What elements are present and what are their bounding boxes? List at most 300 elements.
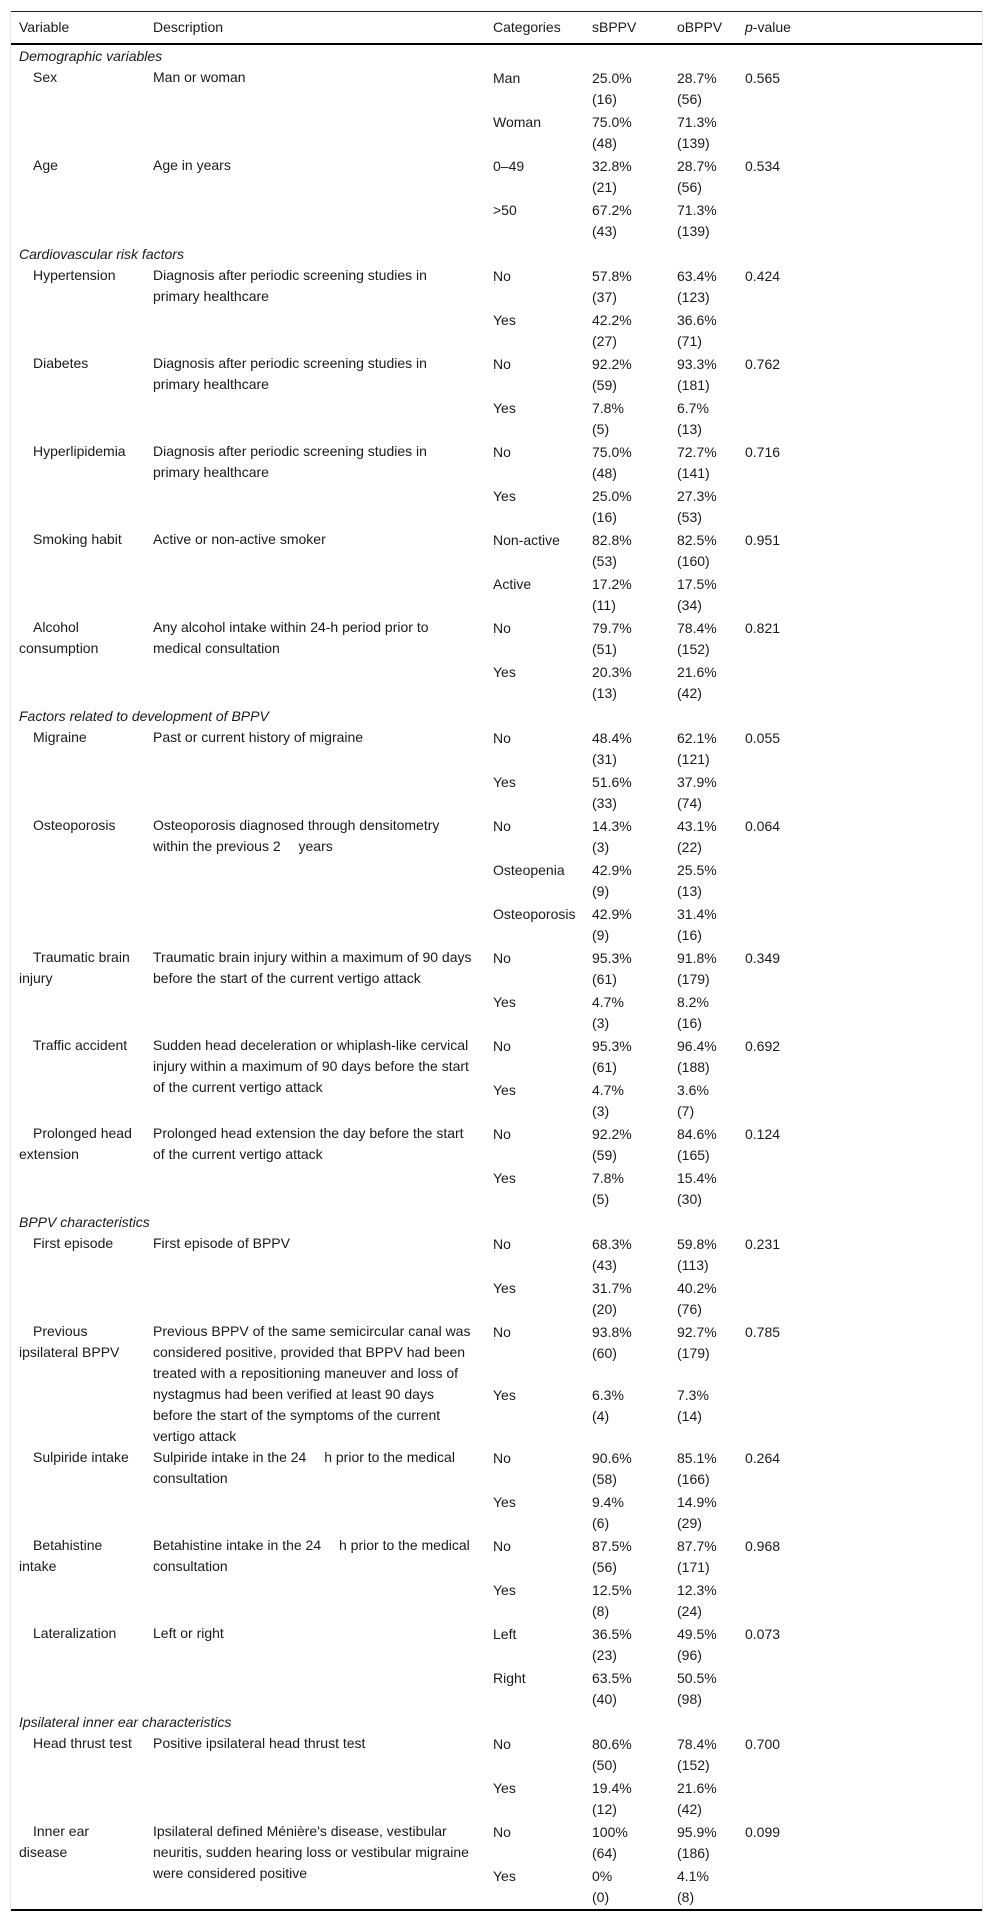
sbppv-count: (21) bbox=[592, 179, 617, 195]
sbppv-count: (59) bbox=[592, 377, 617, 393]
section-row bbox=[11, 1711, 982, 1733]
category-cell: No bbox=[493, 444, 511, 460]
category-cell: Non-active bbox=[493, 532, 560, 548]
p-value-cell: 0.716 bbox=[745, 444, 781, 460]
section-row bbox=[11, 243, 982, 265]
obppv-count: (179) bbox=[677, 1345, 710, 1361]
obppv-cell bbox=[669, 397, 737, 441]
header-p-suffix: -value bbox=[752, 19, 791, 35]
variable-description: Traumatic brain injury within a maximum of 90 days before the start of the current vertigo attack bbox=[153, 949, 472, 986]
sbppv-cell bbox=[584, 573, 669, 617]
category-cell: No bbox=[493, 1450, 511, 1466]
obppv-cell bbox=[669, 529, 737, 573]
sbppv-cell bbox=[584, 947, 669, 991]
category-cell: Yes bbox=[493, 1170, 516, 1186]
sbppv-count: (6) bbox=[592, 1515, 610, 1531]
obppv-count: (152) bbox=[677, 641, 710, 657]
variable-description: Ipsilateral defined Ménière's disease, vestibular neuritis, sudden hearing loss or vestibular migraine were considered positive bbox=[153, 1823, 469, 1881]
sbppv-cell bbox=[584, 1167, 669, 1211]
variable-name: Traffic accident bbox=[33, 1037, 128, 1053]
sbppv-cell bbox=[584, 265, 669, 309]
sbppv-cell bbox=[584, 1535, 669, 1579]
obppv-percent: 31.4% bbox=[677, 906, 717, 922]
sbppv-percent: 100% bbox=[592, 1824, 628, 1840]
sbppv-percent: 4.7% bbox=[592, 1082, 624, 1098]
category-cell: No bbox=[493, 1824, 511, 1840]
obppv-count: (42) bbox=[677, 685, 702, 701]
sbppv-count: (5) bbox=[592, 421, 610, 437]
sbppv-cell bbox=[584, 1579, 669, 1623]
sbppv-cell bbox=[584, 353, 669, 397]
obppv-percent: 96.4% bbox=[677, 1038, 717, 1054]
table-row bbox=[11, 1123, 982, 1167]
table-row bbox=[11, 947, 982, 991]
header-p-value bbox=[737, 12, 982, 45]
obppv-count: (152) bbox=[677, 1757, 710, 1773]
obppv-cell bbox=[669, 1535, 737, 1579]
table-row bbox=[11, 617, 982, 661]
category-cell: Yes bbox=[493, 664, 516, 680]
obppv-percent: 85.1% bbox=[677, 1450, 717, 1466]
obppv-cell bbox=[669, 67, 737, 111]
obppv-count: (13) bbox=[677, 883, 702, 899]
sbppv-percent: 25.0% bbox=[592, 70, 632, 86]
obppv-cell bbox=[669, 1233, 737, 1277]
variable-description: Diagnosis after periodic screening studies in primary healthcare bbox=[153, 267, 427, 304]
p-value-cell: 0.968 bbox=[745, 1538, 781, 1554]
table-row bbox=[11, 815, 982, 859]
sbppv-cell bbox=[584, 1123, 669, 1167]
category-cell: Yes bbox=[493, 488, 516, 504]
obppv-percent: 6.7% bbox=[677, 400, 709, 416]
variable-description: Diagnosis after periodic screening studies in primary healthcare bbox=[153, 443, 427, 480]
category-cell: No bbox=[493, 1538, 511, 1554]
sbppv-percent: 42.9% bbox=[592, 906, 632, 922]
table-row bbox=[11, 529, 982, 573]
variable-name: Migraine bbox=[33, 729, 87, 745]
sbppv-count: (9) bbox=[592, 927, 610, 943]
sbppv-count: (64) bbox=[592, 1845, 617, 1861]
sbppv-count: (33) bbox=[592, 795, 617, 811]
p-value-cell: 0.073 bbox=[745, 1626, 781, 1642]
variable-name: Sulpiride intake bbox=[33, 1449, 129, 1465]
section-row bbox=[11, 705, 982, 727]
section-row bbox=[11, 1211, 982, 1233]
variable-name: Hypertension bbox=[33, 267, 116, 283]
obppv-count: (96) bbox=[677, 1647, 702, 1663]
section-title: Demographic variables bbox=[19, 48, 163, 64]
sbppv-cell bbox=[584, 1233, 669, 1277]
sbppv-percent: 92.2% bbox=[592, 1126, 632, 1142]
obppv-cell bbox=[669, 661, 737, 705]
sbppv-count: (3) bbox=[592, 1015, 610, 1031]
table-row bbox=[11, 1623, 982, 1667]
sbppv-cell bbox=[584, 1865, 669, 1910]
sbppv-percent: 95.3% bbox=[592, 950, 632, 966]
category-cell: Yes bbox=[493, 1082, 516, 1098]
sbppv-count: (12) bbox=[592, 1801, 617, 1817]
data-table-container bbox=[10, 11, 983, 1911]
category-cell: No bbox=[493, 268, 511, 284]
category-cell: Right bbox=[493, 1670, 526, 1686]
sbppv-count: (56) bbox=[592, 1559, 617, 1575]
p-value-cell: 0.424 bbox=[745, 268, 781, 284]
obppv-count: (30) bbox=[677, 1191, 702, 1207]
obppv-cell bbox=[669, 815, 737, 859]
variable-name: Head thrust test bbox=[33, 1735, 132, 1751]
sbppv-percent: 75.0% bbox=[592, 114, 632, 130]
obppv-cell bbox=[669, 859, 737, 903]
obppv-count: (160) bbox=[677, 553, 710, 569]
obppv-cell bbox=[669, 1384, 737, 1447]
category-cell: Active bbox=[493, 576, 532, 592]
variable-name: Age bbox=[33, 157, 58, 173]
obppv-percent: 21.6% bbox=[677, 1780, 717, 1796]
category-cell: Yes bbox=[493, 1494, 516, 1510]
sbppv-cell bbox=[584, 441, 669, 485]
obppv-count: (16) bbox=[677, 1015, 702, 1031]
sbppv-cell bbox=[584, 1733, 669, 1777]
category-cell: Yes bbox=[493, 774, 516, 790]
sbppv-count: (8) bbox=[592, 1603, 610, 1619]
category-cell: No bbox=[493, 356, 511, 372]
obppv-cell bbox=[669, 1035, 737, 1079]
table-row bbox=[11, 353, 982, 397]
obppv-percent: 12.3% bbox=[677, 1582, 717, 1598]
obppv-cell bbox=[669, 111, 737, 155]
category-cell: No bbox=[493, 1126, 511, 1142]
obppv-cell bbox=[669, 617, 737, 661]
obppv-percent: 71.3% bbox=[677, 114, 717, 130]
variable-description: Any alcohol intake within 24-h period prior to medical consultation bbox=[153, 619, 429, 656]
table-row bbox=[11, 1821, 982, 1865]
obppv-percent: 43.1% bbox=[677, 818, 717, 834]
variable-name: First episode bbox=[33, 1235, 114, 1251]
obppv-count: (139) bbox=[677, 223, 710, 239]
obppv-cell bbox=[669, 1777, 737, 1821]
obppv-cell bbox=[669, 1123, 737, 1167]
obppv-cell bbox=[669, 155, 737, 199]
obppv-count: (123) bbox=[677, 289, 710, 305]
obppv-count: (113) bbox=[677, 1257, 709, 1273]
p-value-cell: 0.762 bbox=[745, 356, 781, 372]
sbppv-cell bbox=[584, 815, 669, 859]
category-cell: Man bbox=[493, 70, 521, 86]
table-row bbox=[11, 1447, 982, 1491]
variable-description: Sulpiride intake in the 24 h prior to the medical consultation bbox=[153, 1449, 455, 1486]
p-value-cell: 0.124 bbox=[745, 1126, 781, 1142]
section-row bbox=[11, 44, 982, 67]
obppv-percent: 4.1% bbox=[677, 1868, 709, 1884]
obppv-count: (71) bbox=[677, 333, 702, 349]
sbppv-percent: 48.4% bbox=[592, 730, 632, 746]
obppv-percent: 27.3% bbox=[677, 488, 717, 504]
sbppv-percent: 67.2% bbox=[592, 202, 632, 218]
obppv-percent: 17.5% bbox=[677, 576, 717, 592]
obppv-count: (166) bbox=[677, 1471, 710, 1487]
obppv-cell bbox=[669, 1167, 737, 1211]
p-value-cell: 0.785 bbox=[745, 1324, 781, 1340]
sbppv-count: (5) bbox=[592, 1191, 610, 1207]
obppv-percent: 21.6% bbox=[677, 664, 717, 680]
table-row bbox=[11, 67, 982, 111]
obppv-percent: 25.5% bbox=[677, 862, 717, 878]
header-description: Description bbox=[153, 19, 224, 35]
obppv-percent: 92.7% bbox=[677, 1324, 717, 1340]
sbppv-percent: 9.4% bbox=[592, 1494, 624, 1510]
table-row bbox=[11, 1233, 982, 1277]
variable-description: Active or non-active smoker bbox=[153, 531, 326, 547]
table-row bbox=[11, 1535, 982, 1579]
variable-description: Sudden head deceleration or whiplash-like cervical injury within a maximum of 90 days before the start of the current vertigo attack bbox=[153, 1037, 469, 1095]
sbppv-count: (58) bbox=[592, 1471, 617, 1487]
p-value-cell: 0.565 bbox=[745, 70, 781, 86]
header-categories: Categories bbox=[493, 19, 561, 35]
p-value-cell: 0.264 bbox=[745, 1450, 781, 1466]
category-cell: No bbox=[493, 730, 511, 746]
obppv-cell bbox=[669, 727, 737, 771]
sbppv-percent: 32.8% bbox=[592, 158, 632, 174]
table-row bbox=[11, 441, 982, 485]
obppv-count: (76) bbox=[677, 1301, 702, 1317]
sbppv-percent: 6.3% bbox=[592, 1387, 624, 1403]
sbppv-percent: 79.7% bbox=[592, 620, 632, 636]
sbppv-cell bbox=[584, 111, 669, 155]
obppv-cell bbox=[669, 573, 737, 617]
obppv-percent: 28.7% bbox=[677, 70, 717, 86]
p-value-cell: 0.951 bbox=[745, 532, 781, 548]
sbppv-percent: 14.3% bbox=[592, 818, 632, 834]
variable-name: Lateralization bbox=[33, 1625, 117, 1641]
category-cell: No bbox=[493, 1236, 511, 1252]
obppv-percent: 50.5% bbox=[677, 1670, 717, 1686]
header-sbppv: sBPPV bbox=[592, 19, 637, 35]
category-cell: No bbox=[493, 1038, 511, 1054]
sbppv-percent: 7.8% bbox=[592, 400, 624, 416]
sbppv-count: (43) bbox=[592, 223, 617, 239]
sbppv-cell bbox=[584, 397, 669, 441]
obppv-percent: 28.7% bbox=[677, 158, 717, 174]
variable-name: Sex bbox=[33, 69, 58, 85]
table-row bbox=[11, 265, 982, 309]
sbppv-count: (53) bbox=[592, 553, 617, 569]
obppv-percent: 40.2% bbox=[677, 1280, 717, 1296]
header-row bbox=[11, 12, 982, 45]
category-cell: Osteopenia bbox=[493, 862, 565, 878]
obppv-count: (181) bbox=[677, 377, 710, 393]
sbppv-count: (48) bbox=[592, 135, 617, 151]
obppv-percent: 3.6% bbox=[677, 1082, 709, 1098]
obppv-cell bbox=[669, 1447, 737, 1491]
variable-description: Prolonged head extension the day before the start of the current vertigo attack bbox=[153, 1125, 464, 1162]
sbppv-cell bbox=[584, 155, 669, 199]
obppv-percent: 78.4% bbox=[677, 1736, 717, 1752]
sbppv-cell bbox=[584, 1821, 669, 1865]
obppv-percent: 36.6% bbox=[677, 312, 717, 328]
table-row bbox=[11, 155, 982, 199]
category-cell: No bbox=[493, 950, 511, 966]
sbppv-percent: 42.9% bbox=[592, 862, 632, 878]
p-value-cell: 0.821 bbox=[745, 620, 781, 636]
variable-name: Betahistine intake bbox=[19, 1537, 103, 1574]
table-body bbox=[11, 44, 982, 1910]
sbppv-count: (3) bbox=[592, 839, 610, 855]
obppv-cell bbox=[669, 441, 737, 485]
sbppv-cell bbox=[584, 859, 669, 903]
p-value-cell: 0.055 bbox=[745, 730, 781, 746]
obppv-count: (29) bbox=[677, 1515, 702, 1531]
variable-description: Osteoporosis diagnosed through densitometry within the previous 2 years bbox=[153, 817, 440, 854]
sbppv-percent: 0% bbox=[592, 1868, 613, 1884]
obppv-percent: 37.9% bbox=[677, 774, 717, 790]
obppv-percent: 7.3% bbox=[677, 1387, 709, 1403]
sbppv-cell bbox=[584, 1035, 669, 1079]
sbppv-count: (40) bbox=[592, 1691, 617, 1707]
sbppv-cell bbox=[584, 991, 669, 1035]
sbppv-percent: 42.2% bbox=[592, 312, 632, 328]
obppv-percent: 59.8% bbox=[677, 1236, 717, 1252]
sbppv-percent: 92.2% bbox=[592, 356, 632, 372]
sbppv-count: (50) bbox=[592, 1757, 617, 1773]
obppv-count: (121) bbox=[677, 751, 710, 767]
sbppv-percent: 80.6% bbox=[592, 1736, 632, 1752]
p-value-cell: 0.099 bbox=[745, 1824, 781, 1840]
obppv-percent: 62.1% bbox=[677, 730, 717, 746]
obppv-cell bbox=[669, 485, 737, 529]
obppv-count: (22) bbox=[677, 839, 702, 855]
sbppv-percent: 93.8% bbox=[592, 1324, 632, 1340]
p-value-cell: 0.231 bbox=[745, 1236, 781, 1252]
obppv-percent: 93.3% bbox=[677, 356, 717, 372]
category-cell: No bbox=[493, 620, 511, 636]
p-value-cell: 0.534 bbox=[745, 158, 781, 174]
sbppv-percent: 4.7% bbox=[592, 994, 624, 1010]
variable-description: First episode of BPPV bbox=[153, 1235, 290, 1251]
obppv-percent: 82.5% bbox=[677, 532, 717, 548]
variable-description: Age in years bbox=[153, 157, 231, 173]
obppv-count: (8) bbox=[677, 1889, 695, 1905]
obppv-cell bbox=[669, 991, 737, 1035]
variable-description: Diagnosis after periodic screening studies in primary healthcare bbox=[153, 355, 427, 392]
sbppv-cell bbox=[584, 617, 669, 661]
sbppv-count: (61) bbox=[592, 971, 617, 987]
sbppv-count: (27) bbox=[592, 333, 617, 349]
sbppv-count: (16) bbox=[592, 509, 617, 525]
obppv-count: (98) bbox=[677, 1691, 702, 1707]
obppv-cell bbox=[669, 1623, 737, 1667]
table-row bbox=[11, 727, 982, 771]
sbppv-cell bbox=[584, 1491, 669, 1535]
obppv-percent: 72.7% bbox=[677, 444, 717, 460]
variable-name: Alcohol consumption bbox=[19, 619, 99, 656]
header-obppv: oBPPV bbox=[677, 19, 723, 35]
category-cell: No bbox=[493, 818, 511, 834]
sbppv-percent: 57.8% bbox=[592, 268, 632, 284]
obppv-count: (171) bbox=[677, 1559, 710, 1575]
obppv-count: (165) bbox=[677, 1147, 710, 1163]
sbppv-cell bbox=[584, 529, 669, 573]
sbppv-cell bbox=[584, 661, 669, 705]
obppv-cell bbox=[669, 309, 737, 353]
obppv-percent: 63.4% bbox=[677, 268, 717, 284]
obppv-count: (13) bbox=[677, 421, 702, 437]
obppv-cell bbox=[669, 1733, 737, 1777]
obppv-cell bbox=[669, 265, 737, 309]
table-row bbox=[11, 1321, 982, 1384]
obppv-cell bbox=[669, 1821, 737, 1865]
variable-name: Diabetes bbox=[33, 355, 89, 371]
sbppv-percent: 19.4% bbox=[592, 1780, 632, 1796]
obppv-percent: 71.3% bbox=[677, 202, 717, 218]
obppv-percent: 95.9% bbox=[677, 1824, 717, 1840]
variable-name: Hyperlipidemia bbox=[33, 443, 126, 459]
category-cell: No bbox=[493, 1324, 511, 1340]
sbppv-percent: 51.6% bbox=[592, 774, 632, 790]
sbppv-cell bbox=[584, 1667, 669, 1711]
sbppv-percent: 90.6% bbox=[592, 1450, 632, 1466]
p-value-cell: 0.349 bbox=[745, 950, 781, 966]
sbppv-percent: 68.3% bbox=[592, 1236, 632, 1252]
obppv-cell bbox=[669, 903, 737, 947]
p-value-cell: 0.700 bbox=[745, 1736, 781, 1752]
variable-name: Inner ear disease bbox=[19, 1823, 90, 1860]
category-cell: Yes bbox=[493, 1280, 516, 1296]
category-cell: Yes bbox=[493, 994, 516, 1010]
sbppv-percent: 12.5% bbox=[592, 1582, 632, 1598]
obppv-cell bbox=[669, 1491, 737, 1535]
variable-description: Previous BPPV of the same semicircular canal was considered positive, provided that BPPV had been treated with a repositioning maneuver and loss of nystagmus had been verified at least 90 days before the start of the symptoms of the current vertigo attack bbox=[153, 1323, 471, 1444]
obppv-percent: 78.4% bbox=[677, 620, 717, 636]
category-cell: Yes bbox=[493, 1387, 516, 1403]
sbppv-count: (4) bbox=[592, 1408, 610, 1424]
sbppv-percent: 95.3% bbox=[592, 1038, 632, 1054]
obppv-count: (24) bbox=[677, 1603, 702, 1619]
category-cell: Yes bbox=[493, 1582, 516, 1598]
sbppv-percent: 20.3% bbox=[592, 664, 632, 680]
section-title: Ipsilateral inner ear characteristics bbox=[19, 1714, 232, 1730]
sbppv-count: (0) bbox=[592, 1889, 610, 1905]
sbppv-cell bbox=[584, 199, 669, 243]
header-variable: Variable bbox=[19, 19, 70, 35]
sbppv-count: (31) bbox=[592, 751, 617, 767]
obppv-count: (14) bbox=[677, 1408, 702, 1424]
obppv-cell bbox=[669, 771, 737, 815]
sbppv-percent: 17.2% bbox=[592, 576, 632, 592]
obppv-percent: 8.2% bbox=[677, 994, 709, 1010]
sbppv-cell bbox=[584, 1623, 669, 1667]
obppv-cell bbox=[669, 1667, 737, 1711]
category-cell: Osteoporosis bbox=[493, 906, 576, 922]
variable-description: Man or woman bbox=[153, 69, 246, 85]
sbppv-count: (20) bbox=[592, 1301, 617, 1317]
sbppv-percent: 82.8% bbox=[592, 532, 632, 548]
obppv-cell bbox=[669, 947, 737, 991]
section-title: Factors related to development of BPPV bbox=[19, 708, 269, 724]
category-cell: Yes bbox=[493, 312, 516, 328]
obppv-cell bbox=[669, 353, 737, 397]
obppv-cell bbox=[669, 1321, 737, 1384]
sbppv-cell bbox=[584, 1447, 669, 1491]
sbppv-percent: 25.0% bbox=[592, 488, 632, 504]
p-value-cell: 0.064 bbox=[745, 818, 781, 834]
sbppv-cell bbox=[584, 727, 669, 771]
section-title: Cardiovascular risk factors bbox=[19, 246, 184, 262]
category-cell: 0–49 bbox=[493, 158, 525, 174]
obppv-percent: 84.6% bbox=[677, 1126, 717, 1142]
obppv-percent: 91.8% bbox=[677, 950, 717, 966]
category-cell: Yes bbox=[493, 1868, 516, 1884]
obppv-count: (188) bbox=[677, 1059, 710, 1075]
